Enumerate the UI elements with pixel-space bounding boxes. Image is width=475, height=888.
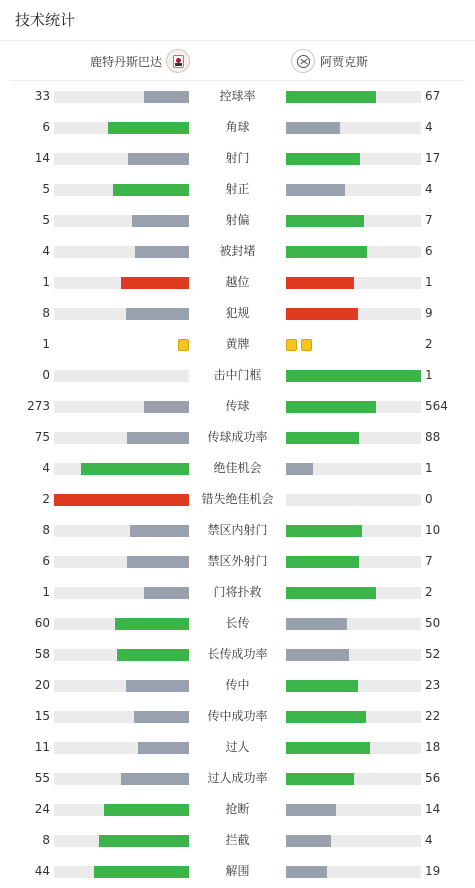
- stat-label: 长传成功率: [207, 647, 268, 661]
- home-bar-fill: [128, 153, 189, 165]
- home-value: 1: [42, 275, 50, 289]
- away-bar-track: [286, 649, 421, 661]
- stat-row: [0, 732, 475, 763]
- home-bar-track: [54, 525, 189, 537]
- yellow-card-icon: [286, 339, 297, 351]
- away-bar-fill: [286, 91, 376, 103]
- away-bar-fill: [286, 370, 421, 382]
- home-yellow-cards: [174, 339, 189, 351]
- stat-label: 长传: [225, 616, 250, 630]
- away-value: 56: [425, 771, 441, 785]
- stat-label: 过人成功率: [207, 771, 268, 785]
- away-value: 10: [425, 523, 441, 537]
- stat-row: [0, 453, 475, 484]
- stat-label: 传球成功率: [207, 430, 268, 444]
- home-bar-fill: [113, 184, 189, 196]
- home-bar-track: [54, 494, 189, 506]
- stat-label: 射正: [225, 182, 250, 196]
- stat-row: [0, 856, 475, 887]
- stat-label: 抢断: [225, 802, 250, 816]
- away-bar-track: [286, 866, 421, 878]
- away-value: 564: [425, 399, 448, 413]
- away-value: 88: [425, 430, 441, 444]
- away-value: 9: [425, 306, 433, 320]
- home-value: 8: [42, 523, 50, 537]
- home-bar-track: [54, 432, 189, 444]
- home-bar-track: [54, 308, 189, 320]
- home-bar-fill: [144, 401, 189, 413]
- away-bar-fill: [286, 215, 364, 227]
- away-bar-track: [286, 804, 421, 816]
- home-value: 44: [34, 864, 50, 878]
- away-yellow-cards: [286, 339, 316, 351]
- away-bar-track: [286, 432, 421, 444]
- home-bar-track: [54, 215, 189, 227]
- away-bar-fill: [286, 680, 358, 692]
- away-value: 4: [425, 182, 433, 196]
- away-bar-fill: [286, 773, 354, 785]
- home-value: 55: [34, 771, 50, 785]
- home-value: 75: [34, 430, 50, 444]
- home-bar-track: [54, 277, 189, 289]
- away-value: 19: [425, 864, 441, 878]
- stat-label: 过人: [225, 740, 250, 754]
- away-value: 1: [425, 368, 433, 382]
- away-bar-fill: [286, 432, 359, 444]
- home-value: 58: [34, 647, 50, 661]
- home-bar-fill: [126, 308, 189, 320]
- away-bar-fill: [286, 649, 349, 661]
- stat-row: [0, 143, 475, 174]
- away-value: 6: [425, 244, 433, 258]
- home-bar-fill: [138, 742, 189, 754]
- home-bar-track: [54, 122, 189, 134]
- stat-label: 禁区外射门: [207, 554, 268, 568]
- away-bar-fill: [286, 587, 376, 599]
- away-bar-track: [286, 246, 421, 258]
- away-bar-fill: [286, 308, 358, 320]
- home-value: 6: [42, 120, 50, 134]
- stat-row: [0, 515, 475, 546]
- stat-row: [0, 546, 475, 577]
- home-bar-fill: [126, 680, 189, 692]
- stat-label: 击中门框: [213, 368, 262, 382]
- home-bar-track: [54, 804, 189, 816]
- home-value: 14: [34, 151, 50, 165]
- home-bar-fill: [81, 463, 189, 475]
- home-bar-fill: [135, 246, 189, 258]
- stat-label: 控球率: [219, 89, 256, 103]
- home-bar-fill: [115, 618, 189, 630]
- stat-row: [0, 608, 475, 639]
- away-value: 17: [425, 151, 441, 165]
- home-bar-track: [54, 835, 189, 847]
- stat-row: [0, 391, 475, 422]
- home-value: 8: [42, 306, 50, 320]
- stat-row: [0, 422, 475, 453]
- home-bar-track: [54, 370, 189, 382]
- home-bar-track: [54, 866, 189, 878]
- home-bar-fill: [104, 804, 189, 816]
- away-bar-fill: [286, 401, 376, 413]
- home-bar-track: [54, 91, 189, 103]
- home-value: 6: [42, 554, 50, 568]
- away-value: 4: [425, 120, 433, 134]
- home-bar-fill: [99, 835, 189, 847]
- away-value: 1: [425, 275, 433, 289]
- stat-row: [0, 81, 475, 112]
- home-bar-fill: [144, 587, 189, 599]
- stat-label: 越位: [225, 275, 250, 289]
- stat-row: [0, 670, 475, 701]
- stat-label: 解围: [225, 864, 250, 878]
- home-bar-fill: [121, 773, 189, 785]
- away-bar-track: [286, 401, 421, 413]
- stat-row: [0, 112, 475, 143]
- home-bar-track: [54, 246, 189, 258]
- home-bar-fill: [121, 277, 189, 289]
- away-value: 0: [425, 492, 433, 506]
- away-value: 1: [425, 461, 433, 475]
- home-value: 5: [42, 213, 50, 227]
- away-bar-fill: [286, 835, 331, 847]
- away-value: 67: [425, 89, 441, 103]
- away-bar-fill: [286, 742, 370, 754]
- away-value: 2: [425, 585, 433, 599]
- away-bar-fill: [286, 525, 362, 537]
- away-bar-fill: [286, 711, 366, 723]
- stat-label: 传中: [225, 678, 250, 692]
- home-value: 8: [42, 833, 50, 847]
- home-bar-track: [54, 184, 189, 196]
- stat-row: [0, 825, 475, 856]
- away-value: 22: [425, 709, 441, 723]
- away-value: 50: [425, 616, 441, 630]
- home-value: 1: [42, 337, 50, 351]
- away-bar-fill: [286, 122, 340, 134]
- stat-label: 射门: [225, 151, 250, 165]
- home-value: 60: [34, 616, 50, 630]
- home-value: 1: [42, 585, 50, 599]
- away-bar-fill: [286, 153, 360, 165]
- away-bar-track: [286, 680, 421, 692]
- away-bar-track: [286, 308, 421, 320]
- home-value: 20: [34, 678, 50, 692]
- yellow-card-icon: [178, 339, 189, 351]
- away-bar-track: [286, 370, 421, 382]
- home-bar-track: [54, 556, 189, 568]
- home-bar-fill: [54, 494, 189, 506]
- away-value: 4: [425, 833, 433, 847]
- away-value: 7: [425, 554, 433, 568]
- home-value: 15: [34, 709, 50, 723]
- home-value: 2: [42, 492, 50, 506]
- home-bar-track: [54, 463, 189, 475]
- stat-label: 拦截: [225, 833, 250, 847]
- stat-row: [0, 360, 475, 391]
- stat-row: [0, 763, 475, 794]
- home-bar-fill: [144, 91, 189, 103]
- away-bar-track: [286, 618, 421, 630]
- stat-label: 角球: [225, 120, 250, 134]
- home-bar-track: [54, 680, 189, 692]
- away-bar-track: [286, 711, 421, 723]
- stat-row: [0, 267, 475, 298]
- home-value: 24: [34, 802, 50, 816]
- stat-row: [0, 329, 475, 360]
- stat-row: [0, 236, 475, 267]
- away-value: 14: [425, 802, 441, 816]
- away-bar-fill: [286, 866, 327, 878]
- away-value: 18: [425, 740, 441, 754]
- home-bar-track: [54, 618, 189, 630]
- home-bar-fill: [127, 556, 189, 568]
- home-team-name: 鹿特丹斯巴达: [89, 54, 162, 69]
- stat-label: 传球: [225, 399, 250, 413]
- home-bar-fill: [117, 649, 189, 661]
- stat-row: [0, 484, 475, 515]
- home-bar-track: [54, 711, 189, 723]
- away-bar-track: [286, 494, 421, 506]
- stat-row: [0, 701, 475, 732]
- home-bar-fill: [94, 866, 189, 878]
- away-bar-track: [286, 153, 421, 165]
- home-value: 5: [42, 182, 50, 196]
- away-bar-fill: [286, 804, 336, 816]
- stat-label: 被封堵: [219, 244, 256, 258]
- away-bar-track: [286, 215, 421, 227]
- away-bar-fill: [286, 277, 354, 289]
- home-value: 11: [34, 740, 50, 754]
- stat-label: 射偏: [225, 213, 250, 227]
- home-value: 0: [42, 368, 50, 382]
- stat-row: [0, 205, 475, 236]
- stat-row: [0, 639, 475, 670]
- stat-row: [0, 174, 475, 205]
- stat-row: [0, 577, 475, 608]
- away-bar-fill: [286, 556, 359, 568]
- away-bar-track: [286, 773, 421, 785]
- home-value: 33: [34, 89, 50, 103]
- home-bar-track: [54, 649, 189, 661]
- home-bar-fill: [134, 711, 189, 723]
- home-value: 4: [42, 244, 50, 258]
- away-bar-track: [286, 184, 421, 196]
- away-bar-track: [286, 525, 421, 537]
- stat-label: 绝佳机会: [213, 461, 262, 475]
- away-bar-track: [286, 277, 421, 289]
- home-bar-track: [54, 587, 189, 599]
- home-bar-fill: [132, 215, 189, 227]
- away-bar-track: [286, 556, 421, 568]
- stat-row: [0, 794, 475, 825]
- home-bar-track: [54, 742, 189, 754]
- stat-label: 黄牌: [225, 337, 250, 351]
- away-bar-track: [286, 742, 421, 754]
- away-bar-fill: [286, 463, 313, 475]
- stat-label: 门将扑救: [213, 585, 262, 599]
- away-bar-fill: [286, 246, 367, 258]
- section-title: 技术统计: [15, 11, 76, 29]
- home-bar-track: [54, 773, 189, 785]
- away-value: 23: [425, 678, 441, 692]
- away-bar-track: [286, 835, 421, 847]
- home-bar-track: [54, 153, 189, 165]
- away-team-name: 阿贾克斯: [320, 54, 369, 69]
- away-bar-fill: [286, 184, 345, 196]
- away-value: 7: [425, 213, 433, 227]
- away-value: 52: [425, 647, 441, 661]
- yellow-card-icon: [301, 339, 312, 351]
- away-bar-fill: [286, 618, 347, 630]
- home-bar-fill: [127, 432, 189, 444]
- stat-row: [0, 298, 475, 329]
- stat-label: 犯规: [225, 306, 250, 320]
- away-bar-track: [286, 587, 421, 599]
- away-value: 2: [425, 337, 433, 351]
- stat-label: 禁区内射门: [207, 523, 268, 537]
- away-bar-track: [286, 122, 421, 134]
- stat-label: 错失绝佳机会: [201, 492, 274, 506]
- stat-label: 传中成功率: [207, 709, 268, 723]
- away-bar-track: [286, 463, 421, 475]
- home-value: 4: [42, 461, 50, 475]
- home-bar-fill: [108, 122, 189, 134]
- home-bar-fill: [130, 525, 189, 537]
- home-bar-track: [54, 401, 189, 413]
- away-bar-track: [286, 91, 421, 103]
- home-value: 273: [27, 399, 50, 413]
